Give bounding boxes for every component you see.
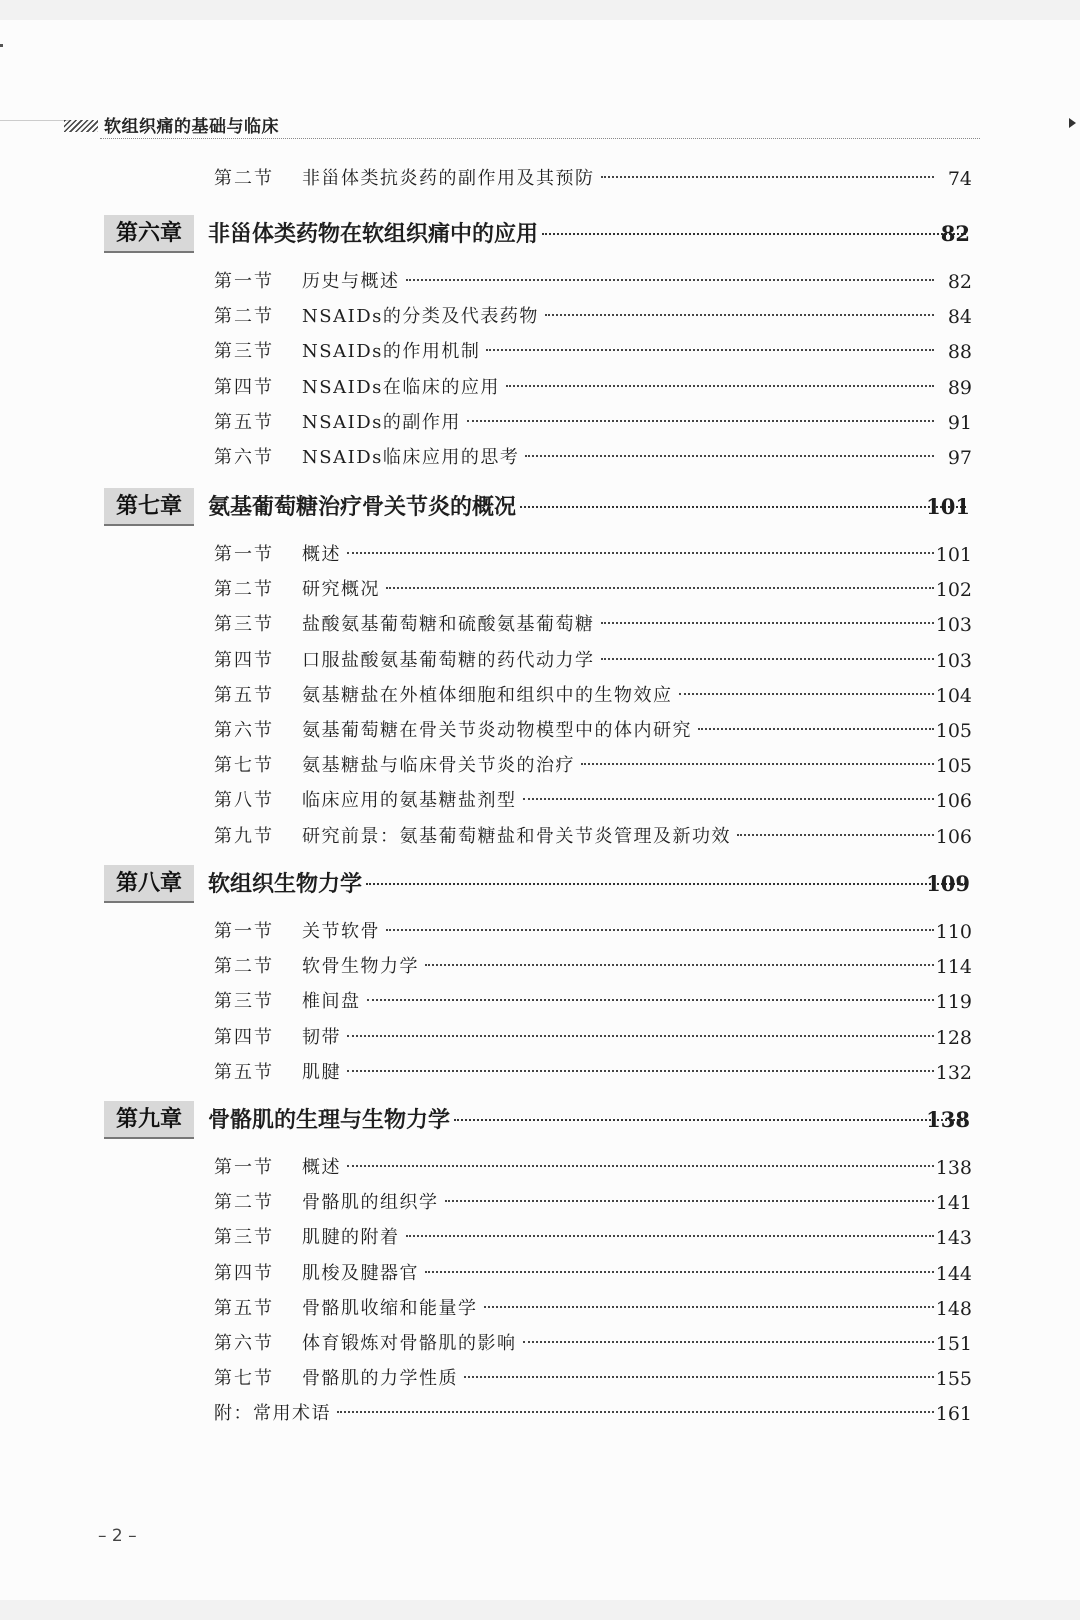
- dot-leader: [366, 883, 966, 885]
- toc-section-row[interactable]: [0, 1058, 1080, 1090]
- section-page-number: 114: [935, 956, 972, 979]
- section-title-text: 研究前景：氨基葡萄糖盐和骨关节炎管理及新功效: [302, 825, 731, 847]
- toc-section-row[interactable]: [0, 443, 1080, 475]
- dot-leader: [464, 1376, 934, 1378]
- toc-section-row[interactable]: [0, 1364, 1080, 1396]
- toc-section-row[interactable]: [0, 408, 1080, 440]
- chapter-title: [208, 492, 970, 522]
- toc-section-row[interactable]: [0, 1188, 1080, 1220]
- section-number: 第六节: [214, 1333, 274, 1354]
- section-title-text: 非甾体类抗炎药的副作用及其预防: [302, 168, 595, 189]
- toc-section-row[interactable]: [0, 302, 1080, 334]
- section-title: [302, 1188, 940, 1218]
- section-number: 第三节: [214, 1227, 274, 1249]
- toc-section-row[interactable]: [0, 822, 1080, 854]
- section-title-text: 椎间盘: [302, 991, 361, 1013]
- section-page-number: 106: [935, 790, 972, 813]
- section-title-text: 氨基糖盐在外植体细胞和组织中的生物效应: [302, 684, 673, 706]
- chapter-page-number: 138: [926, 1107, 970, 1132]
- section-page-number: 132: [935, 1061, 972, 1084]
- toc-chapter-row[interactable]: [0, 865, 1080, 909]
- section-title: [302, 751, 940, 781]
- page-arrow-icon: [1069, 118, 1076, 128]
- section-title-text: 骨骼肌的组织学: [302, 1192, 439, 1214]
- dot-leader: [484, 1306, 935, 1308]
- section-title-text: 骨骼肌收缩和能量学: [302, 1297, 478, 1319]
- toc-section-row[interactable]: [0, 267, 1080, 299]
- toc-section-row[interactable]: [0, 575, 1080, 607]
- section-title: [302, 1329, 940, 1359]
- dot-leader: [347, 1070, 934, 1072]
- section-number: 第八节: [214, 790, 274, 812]
- section-title-text: 历史与概述: [302, 271, 400, 292]
- header-rule: [100, 138, 980, 139]
- section-number: 第一节: [214, 921, 274, 942]
- section-number: 第七节: [214, 1368, 274, 1390]
- section-number: 第二节: [214, 956, 274, 978]
- section-page-number: 84: [947, 306, 972, 329]
- section-title: [302, 1259, 940, 1289]
- section-page-number: 128: [935, 1026, 972, 1049]
- dot-leader: [737, 834, 934, 836]
- section-number: 第四节: [214, 376, 274, 398]
- chapter-page-number: 101: [926, 494, 970, 519]
- dot-leader: [337, 1411, 934, 1413]
- chapter-title: [208, 869, 970, 899]
- section-title: [302, 1294, 940, 1324]
- dot-leader: [347, 1165, 934, 1167]
- dot-leader: [467, 420, 934, 422]
- dot-leader: [386, 929, 934, 931]
- dot-leader: [386, 587, 934, 589]
- toc-section-row[interactable]: [0, 681, 1080, 713]
- toc-section-row[interactable]: [0, 337, 1080, 369]
- section-title-text: 概述: [302, 1157, 341, 1178]
- chapter-page-number: 109: [926, 871, 970, 896]
- section-number: 第三节: [214, 991, 274, 1013]
- section-page-number: 101: [935, 544, 972, 566]
- dot-leader: [520, 506, 966, 508]
- section-title: [302, 1364, 940, 1394]
- toc-section-row[interactable]: [0, 952, 1080, 984]
- toc-section-row[interactable]: [0, 646, 1080, 678]
- section-number: 第七节: [214, 755, 274, 777]
- dot-leader: [454, 1119, 966, 1121]
- section-title: [302, 917, 940, 947]
- section-title-text: 氨基葡萄糖在骨关节炎动物模型中的体内研究: [302, 720, 692, 741]
- toc-appendix-row[interactable]: [0, 1399, 1080, 1431]
- section-title-text: 概述: [302, 544, 341, 565]
- section-number: 第五节: [214, 411, 274, 433]
- section-number: 第一节: [214, 544, 274, 565]
- dot-leader: [523, 798, 935, 800]
- dot-leader: [425, 1271, 934, 1273]
- section-page-number: 89: [947, 376, 972, 399]
- toc-section-row[interactable]: [0, 1329, 1080, 1361]
- toc-section-row[interactable]: [0, 1223, 1080, 1255]
- section-title-text: NSAIDs的作用机制: [302, 341, 481, 363]
- crop-mark: [0, 44, 3, 47]
- section-number: 第六节: [214, 720, 274, 741]
- section-title-text: NSAIDs在临床的应用: [302, 376, 500, 398]
- section-title-text: 氨基糖盐与临床骨关节炎的治疗: [302, 755, 575, 777]
- section-title: [302, 610, 940, 640]
- toc-chapter-row[interactable]: [0, 1101, 1080, 1145]
- toc-section-row[interactable]: [0, 987, 1080, 1019]
- section-number: 第五节: [214, 1297, 274, 1319]
- dot-leader: [581, 763, 934, 765]
- dot-leader: [601, 658, 935, 660]
- section-page-number: 105: [935, 755, 972, 778]
- section-number: 第二节: [214, 306, 274, 328]
- dot-leader: [601, 176, 935, 178]
- section-title: [302, 952, 940, 982]
- dot-leader: [601, 622, 935, 624]
- section-title-text: 肌腱: [302, 1061, 341, 1083]
- dot-leader: [545, 314, 934, 316]
- section-number: 第一节: [214, 1157, 274, 1178]
- toc-chapter-row[interactable]: [0, 215, 1080, 259]
- section-title-text: NSAIDs的分类及代表药物: [302, 306, 539, 328]
- chapter-title: [208, 219, 970, 249]
- section-title-text: 口服盐酸氨基葡萄糖的药代动力学: [302, 649, 595, 671]
- section-title: [302, 540, 940, 570]
- toc-section-row[interactable]: [0, 1023, 1080, 1055]
- section-page-number: 103: [935, 649, 972, 672]
- chapter-title-text: 软组织生物力学: [208, 871, 363, 897]
- section-number: 第二节: [214, 579, 274, 601]
- section-number: 第五节: [214, 1061, 274, 1083]
- dot-leader: [406, 279, 935, 281]
- dot-leader: [542, 233, 966, 235]
- dot-leader: [486, 349, 934, 351]
- toc-section-row[interactable]: [0, 1259, 1080, 1291]
- section-title: [302, 443, 940, 473]
- section-title: [302, 575, 940, 605]
- toc-section-row[interactable]: [0, 1153, 1080, 1185]
- toc-section-row[interactable]: [0, 716, 1080, 748]
- section-page-number: 82: [947, 271, 972, 293]
- section-title: [302, 408, 940, 438]
- section-title: [214, 1399, 940, 1429]
- section-page-number: 151: [935, 1333, 972, 1355]
- section-title: [302, 786, 940, 816]
- section-page-number: 103: [935, 614, 972, 637]
- book-page: [0, 20, 1080, 1600]
- chapter-title: [208, 1105, 970, 1135]
- section-title: [302, 646, 940, 676]
- section-page-number: 143: [935, 1227, 972, 1250]
- chapter-label: 第六章: [104, 215, 194, 253]
- chapter-label: 第七章: [104, 488, 194, 526]
- section-title-text: 关节软骨: [302, 921, 380, 942]
- section-page-number: 88: [947, 341, 972, 364]
- section-title-text: NSAIDs的副作用: [302, 411, 461, 433]
- section-page-number: 161: [935, 1403, 972, 1426]
- toc-section-row[interactable]: [0, 610, 1080, 642]
- section-page-number: 148: [935, 1297, 972, 1320]
- section-number: 第一节: [214, 271, 274, 292]
- section-title-text: 肌腱的附着: [302, 1227, 400, 1249]
- dot-leader: [347, 552, 934, 554]
- section-title-text: NSAIDs临床应用的思考: [302, 447, 520, 468]
- section-title: [302, 987, 940, 1017]
- dot-leader: [445, 1200, 935, 1202]
- section-title-text: 盐酸氨基葡萄糖和硫酸氨基葡萄糖: [302, 614, 595, 636]
- toc-chapter-row[interactable]: [0, 488, 1080, 532]
- dot-leader: [425, 964, 934, 966]
- section-number: 第三节: [214, 341, 274, 363]
- section-page-number: 102: [935, 579, 972, 602]
- toc-section-row[interactable]: [0, 917, 1080, 949]
- section-page-number: 104: [935, 684, 972, 707]
- header-corner-line: [0, 120, 70, 137]
- chapter-page-number: 82: [940, 221, 970, 246]
- section-title: [302, 1153, 940, 1183]
- section-title-text: 韧带: [302, 1026, 341, 1048]
- chapter-title-text: 非甾体类药物在软组织痛中的应用: [208, 221, 539, 247]
- section-title: [302, 267, 940, 297]
- dot-leader: [506, 385, 934, 387]
- section-number: 第四节: [214, 1026, 274, 1048]
- page-number: – 2 –: [98, 1526, 137, 1546]
- section-page-number: 155: [935, 1368, 972, 1391]
- section-title: [302, 716, 940, 746]
- section-page-number: 97: [947, 447, 972, 469]
- section-number: 第九节: [214, 825, 274, 847]
- section-title: [302, 1023, 940, 1053]
- section-number: 第四节: [214, 649, 274, 671]
- toc-section-row[interactable]: [0, 540, 1080, 572]
- header-hatch-icon: [64, 120, 98, 132]
- toc-section-row[interactable]: [0, 164, 1080, 196]
- section-title: [302, 337, 940, 367]
- toc-section-row[interactable]: [0, 786, 1080, 818]
- chapter-label: 第八章: [104, 865, 194, 903]
- section-page-number: 74: [947, 168, 972, 190]
- section-page-number: 106: [935, 825, 972, 848]
- section-number: 第三节: [214, 614, 274, 636]
- section-number: 第五节: [214, 684, 274, 706]
- section-title-text: 临床应用的氨基糖盐剂型: [302, 790, 517, 812]
- section-title-text: 软骨生物力学: [302, 956, 419, 978]
- section-page-number: 144: [935, 1262, 972, 1285]
- dot-leader: [698, 728, 934, 730]
- section-title: [302, 164, 940, 194]
- dot-leader: [523, 1341, 935, 1343]
- section-page-number: 91: [947, 411, 972, 434]
- dot-leader: [367, 999, 935, 1001]
- running-header: [0, 92, 980, 144]
- section-title: [302, 1223, 940, 1253]
- book-title: 软组织痛的基础与临床: [104, 117, 279, 137]
- section-number: 第二节: [214, 1192, 274, 1214]
- section-title-text: 肌梭及腱器官: [302, 1262, 419, 1284]
- section-title: [302, 822, 940, 852]
- toc-section-row[interactable]: [0, 373, 1080, 405]
- section-page-number: 138: [935, 1157, 972, 1179]
- dot-leader: [406, 1235, 935, 1237]
- section-title-text: 骨骼肌的力学性质: [302, 1368, 458, 1390]
- section-page-number: 110: [935, 921, 972, 943]
- section-page-number: 105: [935, 720, 972, 742]
- section-title: [302, 681, 940, 711]
- section-title: [302, 373, 940, 403]
- dot-leader: [347, 1035, 934, 1037]
- chapter-title-text: 氨基葡萄糖治疗骨关节炎的概况: [208, 494, 517, 520]
- section-page-number: 141: [935, 1192, 972, 1215]
- chapter-title-text: 骨骼肌的生理与生物力学: [208, 1107, 451, 1133]
- section-title: [302, 302, 940, 332]
- appendix-title: 附：常用术语: [214, 1403, 331, 1425]
- toc-section-row[interactable]: [0, 1294, 1080, 1326]
- section-number: 第四节: [214, 1262, 274, 1284]
- section-number: 第二节: [214, 168, 274, 189]
- dot-leader: [525, 455, 934, 457]
- section-number: 第六节: [214, 447, 274, 468]
- section-page-number: 119: [935, 991, 972, 1014]
- section-title-text: 研究概况: [302, 579, 380, 601]
- section-title-text: 体育锻炼对骨骼肌的影响: [302, 1333, 517, 1354]
- section-title: [302, 1058, 940, 1088]
- dot-leader: [679, 693, 935, 695]
- toc-section-row[interactable]: [0, 751, 1080, 783]
- chapter-label: 第九章: [104, 1101, 194, 1139]
